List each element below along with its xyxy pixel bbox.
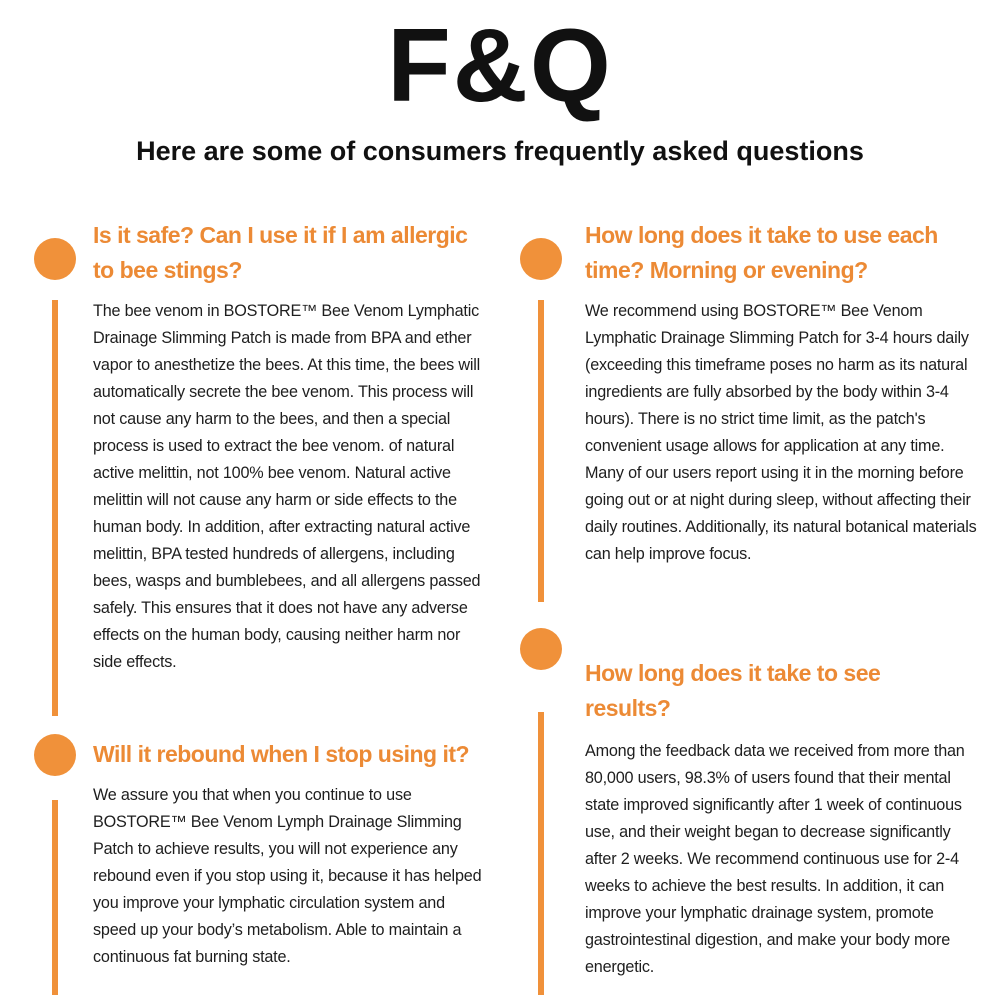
- page-title: F&Q: [387, 8, 613, 124]
- faq-answer: Among the feedback data we received from more than 80,000 users, 98.3% of users found that their mental state improved significantly after 1 week of continuous use, and their weight began to decrease significantly after 2 weeks. We recommend continuous use for 2-4 weeks to achieve the best results. In addition, it can improve your lymphatic drainage system, promote gastrointestinal digestion, and make your body more energetic.: [585, 742, 965, 976]
- bullet-dot-icon: [520, 238, 562, 280]
- bullet-dot-icon: [520, 628, 562, 670]
- faq-question: How long does it take to use each time? Morning or evening?: [585, 222, 938, 283]
- accent-bar: [52, 800, 58, 995]
- accent-bar: [538, 300, 544, 602]
- bullet-dot-icon: [34, 238, 76, 280]
- faq-question: How long does it take to see results?: [585, 660, 881, 721]
- faq-answer: The bee venom in BOSTORE™ Bee Venom Lymphatic Drainage Slimming Patch is made from BPA and ether vapor to anesthetize the bees. At this time, the bees will automatically secrete the bee venom. This process will not cause any harm to the bees, and then a special process is used to extract the bee venom. of natural active melittin, not 100% bee venom. Natural active melittin will not cause any harm or side effects to the human body. In addition, after extracting natural active melittin, BPA tested hundreds of allergens, including bees, wasps and bumblebees, and all allergens passed safely. This ensures that it does not have any adverse effects on the human body, causing neither harm nor side effects.: [93, 302, 481, 671]
- faq-answer: We assure you that when you continue to use BOSTORE™ Bee Venom Lymph Drainage Slimming Patch to achieve results, you will not experience any rebound even if you stop using it, because it has helped you improve your lymphatic circulation system and speed up your body’s metabolism. Able to maintain a continuous fat burning state.: [93, 786, 482, 966]
- faq-question: Is it safe? Can I use it if I am allergic to bee stings?: [93, 222, 468, 283]
- bullet-dot-icon: [34, 734, 76, 776]
- accent-bar: [538, 712, 544, 995]
- accent-bar: [52, 300, 58, 716]
- page-subtitle: Here are some of consumers frequently asked questions: [136, 136, 864, 166]
- faq-question: Will it rebound when I stop using it?: [93, 741, 470, 767]
- faq-answer: We recommend using BOSTORE™ Bee Venom Lymphatic Drainage Slimming Patch for 3-4 hours daily (exceeding this timeframe poses no harm as its natural ingredients are fully absorbed by the body within 3-4 hours). There is no strict time limit, as the patch's convenient usage allows for application at any time. Many of our users report using it in the morning before going out or at night during sleep, without affecting their daily routines. Additionally, its natural botanical materials can help improve focus.: [585, 302, 977, 563]
